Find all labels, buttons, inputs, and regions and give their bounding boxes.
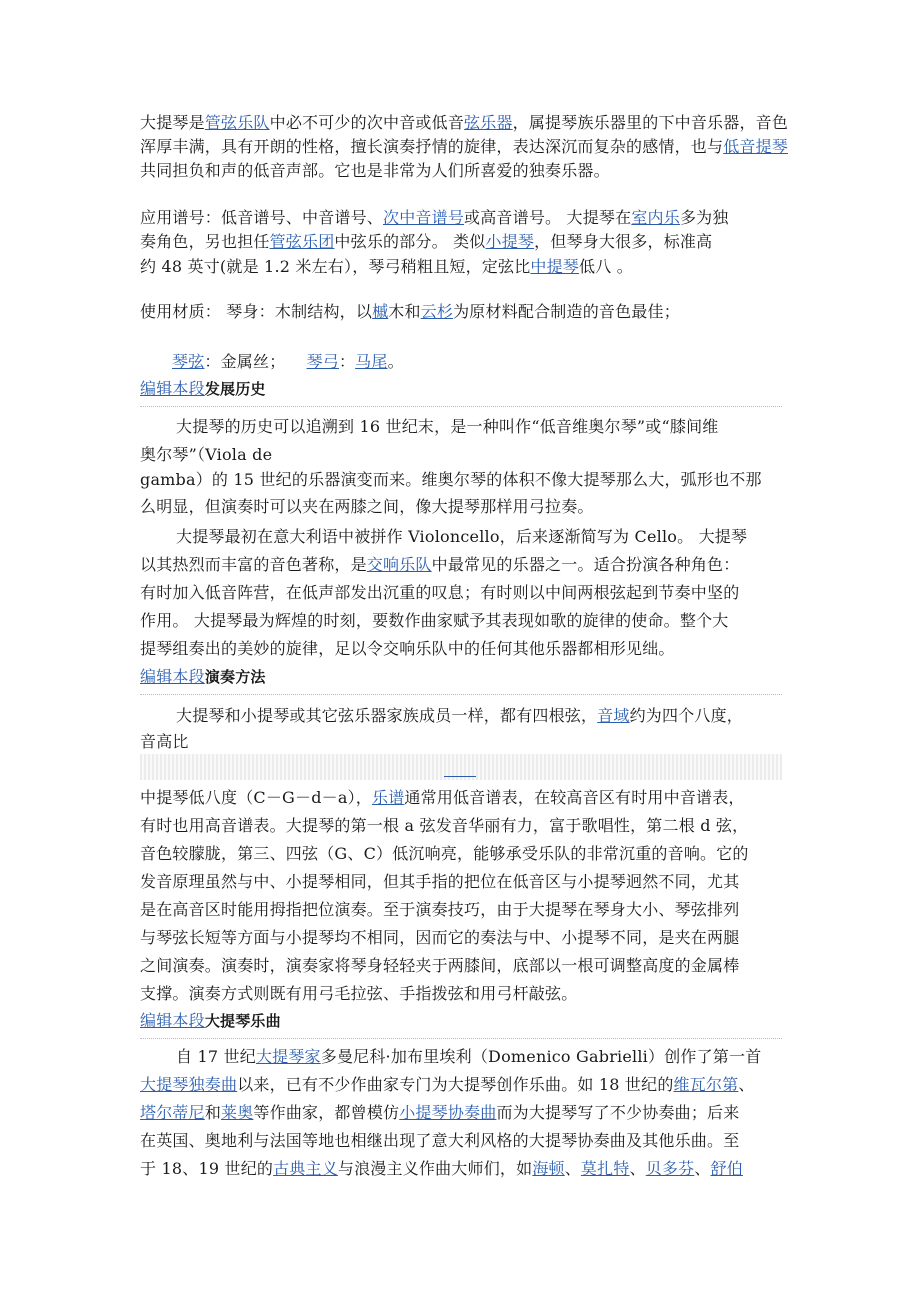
- text: 浑厚丰满，具有开朗的性格，擅长演奏抒情的旋律，表达深沉而复杂的感情，也与: [140, 137, 724, 156]
- text: 应用谱号：低音谱号、中音谱号、: [140, 208, 384, 227]
- paragraph-line: [140, 895, 790, 925]
- text: 支撑。演奏方式则既有用弓毛拉弦、手指拨弦和用弓杆敲弦。: [140, 984, 578, 1003]
- text: 多为独: [679, 208, 729, 227]
- text: 中弦乐的部分。 类似: [334, 232, 486, 251]
- text: 音高比: [140, 732, 189, 751]
- edit-section-link[interactable]: 编辑本段: [140, 667, 205, 686]
- paragraph-line: [140, 1098, 790, 1128]
- paragraph-line: [140, 951, 790, 981]
- link-mozart[interactable]: 莫扎特: [580, 1159, 630, 1178]
- materials-line-1: [140, 297, 790, 327]
- text: 而为大提琴写了不少协奏曲；后来: [496, 1103, 740, 1122]
- text: 、: [694, 1159, 711, 1178]
- paragraph-line: [140, 492, 790, 522]
- text: 大提琴和小提琴或其它弦乐器家族成员一样，都有四根弦，: [176, 706, 598, 725]
- paragraph-line: [140, 1154, 790, 1184]
- paragraph-line: [140, 727, 790, 757]
- link-cellist[interactable]: 大提琴家: [255, 1047, 321, 1066]
- text: 与浪漫主义作曲大师们，如: [337, 1159, 533, 1178]
- link-classicism[interactable]: 古典主义: [273, 1159, 338, 1178]
- text: 作用。 大提琴最为辉煌的时刻，要数作曲家赋予其表现如歌的旋律的使命。整个大: [140, 611, 729, 630]
- link-range[interactable]: 音域: [597, 706, 630, 725]
- link-string-instrument[interactable]: 弦乐器: [464, 113, 513, 132]
- text: 提琴组奏出的美妙的旋律，足以令交响乐队中的任何其他乐器都相形见绌。: [140, 639, 675, 658]
- text: 中必不可少的次中音或低音: [269, 113, 465, 132]
- section-heading-technique: [140, 662, 790, 692]
- text: 共同担负和声的低音声部。它也是非常为人们所喜爱的独奏乐器。: [140, 161, 610, 180]
- text: 或高音谱号。 大提琴在: [464, 208, 632, 227]
- text: 和: [204, 1103, 222, 1122]
- paragraph-line: [140, 783, 790, 813]
- link-tenor-clef[interactable]: 次中音谱号: [383, 208, 465, 227]
- text: 奥尔琴”（Viola de: [140, 445, 273, 464]
- text: 使用材质： 琴身：木制结构，以: [140, 302, 373, 321]
- text: 、: [629, 1159, 646, 1178]
- banner-link-underline[interactable]: [444, 776, 476, 777]
- link-maple[interactable]: 槭: [372, 302, 389, 321]
- text: 有时也用高音谱表。大提琴的第一根 a 弦发音华丽有力，富于歌唱性，第二根 d 弦，: [140, 816, 749, 835]
- link-spruce[interactable]: 云杉: [420, 302, 454, 321]
- text: 约为四个八度，: [629, 706, 744, 725]
- link-strings[interactable]: 琴弦: [172, 352, 205, 371]
- intro-line-3: [140, 156, 790, 186]
- link-orchestra-group[interactable]: 管弦乐团: [269, 232, 335, 251]
- section-title: 发展历史: [204, 380, 266, 398]
- text: 么明显，但演奏时可以夹在两膝之间，像大提琴那样用弓拉奏。: [140, 497, 594, 516]
- link-cello-solo[interactable]: 大提琴独奏曲: [140, 1075, 238, 1094]
- text: 自 17 世纪: [176, 1047, 256, 1066]
- paragraph-line: [140, 578, 790, 608]
- text: 木和: [388, 302, 421, 321]
- text: 为原材料配合制造的音色最佳；: [453, 302, 680, 321]
- text: 在英国、奥地利与法国等地也相继出现了意大利风格的大提琴协奏曲及其他乐曲。至: [140, 1131, 740, 1150]
- link-symphony-orchestra[interactable]: 交响乐队: [366, 555, 432, 574]
- link-leo[interactable]: 莱奥: [221, 1103, 254, 1122]
- link-tartini[interactable]: 塔尔蒂尼: [140, 1103, 205, 1122]
- text: ，属提琴族乐器里的下中音乐器，音色: [512, 113, 789, 132]
- paragraph-line: [140, 634, 790, 664]
- clef-line-3: [140, 252, 790, 282]
- text: gamba）的 15 世纪的乐器演变而来。维奥尔琴的体积不像大提琴那么大，弧形也不那: [140, 470, 762, 489]
- paragraph-line: [140, 606, 790, 636]
- paragraph-line: [140, 465, 790, 495]
- text: 。: [387, 352, 404, 371]
- paragraph-line: [140, 867, 790, 897]
- text: 与琴弦长短等方面与小提琴均不相同，因而它的奏法与中、小提琴不同，是夹在两腿: [140, 928, 740, 947]
- text: 多曼尼科·加布里埃利（Domenico Gabrielli）创作了第一首: [320, 1047, 762, 1066]
- paragraph-line: [176, 522, 826, 552]
- link-viola[interactable]: 中提琴: [530, 257, 580, 276]
- text: 之间演奏。演奏时，演奏家将琴身轻轻夹于两膝间，底部以一根可调整高度的金属棒: [140, 956, 740, 975]
- edit-section-link[interactable]: 编辑本段: [140, 379, 205, 398]
- paragraph-line: [140, 839, 790, 869]
- text: ：金属丝；: [204, 352, 307, 371]
- text: 大提琴的历史可以追溯到 16 世纪末，是一种叫作“低音维奥尔琴”或“膝间维: [176, 417, 719, 436]
- text: ，但琴身大很多，标准高: [534, 232, 713, 251]
- text: 以其热烈而丰富的音色著称，是: [140, 555, 367, 574]
- link-haydn[interactable]: 海顿: [532, 1159, 565, 1178]
- link-schubert[interactable]: 舒伯: [710, 1159, 743, 1178]
- text: 等作曲家，都曾模仿: [253, 1103, 400, 1122]
- text: 音色较朦胧，第三、四弦（G、C）低沉响亮，能够承受乐队的非常沉重的音响。它的: [140, 844, 749, 863]
- link-beethoven[interactable]: 贝多芬: [645, 1159, 695, 1178]
- text: 大提琴最初在意大利语中被拼作 Violoncello，后来逐渐简写为 Cello。 大提琴: [176, 527, 748, 546]
- text: 奏角色，另也担任: [140, 232, 270, 251]
- link-double-bass[interactable]: 低音提琴: [723, 137, 789, 156]
- text: ：: [338, 352, 356, 371]
- paragraph-line: [176, 412, 826, 442]
- text: 、: [564, 1159, 581, 1178]
- materials-line-2: [172, 347, 822, 377]
- section-heading-history: [140, 374, 790, 404]
- text: 大提琴是: [140, 113, 205, 132]
- text: 发音原理虽然与中、小提琴相同，但其手指的把位在低音区与小提琴迥然不同，尤其: [140, 872, 740, 891]
- text: 中最常见的乐器之一。适合扮演各种角色：: [431, 555, 740, 574]
- link-score[interactable]: 乐谱: [372, 788, 405, 807]
- text: 、: [738, 1075, 755, 1094]
- text: 有时加入低音阵营，在低声部发出沉重的叹息；有时则以中间两根弦起到节奏中坚的: [140, 583, 740, 602]
- paragraph-line: [140, 550, 790, 580]
- link-chamber-music[interactable]: 室内乐: [631, 208, 680, 227]
- paragraph-line: [176, 1042, 826, 1072]
- paragraph-line: [140, 1126, 790, 1156]
- paragraph-line: [140, 811, 790, 841]
- link-vivaldi[interactable]: 维瓦尔第: [673, 1075, 739, 1094]
- text: 低八 。: [579, 257, 633, 276]
- edit-section-link[interactable]: 编辑本段: [140, 1011, 205, 1030]
- paragraph-line: [140, 923, 790, 953]
- text: 以来，已有不少作曲家专门为大提琴创作乐曲。如 18 世纪的: [237, 1075, 674, 1094]
- text: 中提琴低八度（C－G－d－a），: [140, 788, 373, 807]
- link-orchestra[interactable]: 管弦乐队: [204, 113, 270, 132]
- section-title: 大提琴乐曲: [204, 1012, 281, 1030]
- text: 是在高音区时能用拇指把位演奏。至于演奏技巧，由于大提琴在琴身大小、琴弦排列: [140, 900, 740, 919]
- section-divider: [140, 406, 782, 407]
- section-heading-repertoire: [140, 1006, 790, 1036]
- section-title: 演奏方法: [204, 668, 266, 686]
- text: 通常用低音谱表，在较高音区有时用中音谱表，: [404, 788, 745, 807]
- link-horsehair[interactable]: 马尾: [355, 352, 388, 371]
- section-divider: [140, 1038, 782, 1039]
- paragraph-line: [140, 1070, 790, 1100]
- text: 于 18、19 世纪的: [140, 1159, 274, 1178]
- section-divider: [140, 694, 782, 695]
- link-bow[interactable]: 琴弓: [306, 352, 339, 371]
- link-violin-concerto[interactable]: 小提琴协奏曲: [399, 1103, 497, 1122]
- link-violin[interactable]: 小提琴: [485, 232, 535, 251]
- text: 约 48 英寸(就是 1.2 米左右），琴弓稍粗且短，定弦比: [140, 257, 531, 276]
- paragraph-line: [140, 979, 790, 1009]
